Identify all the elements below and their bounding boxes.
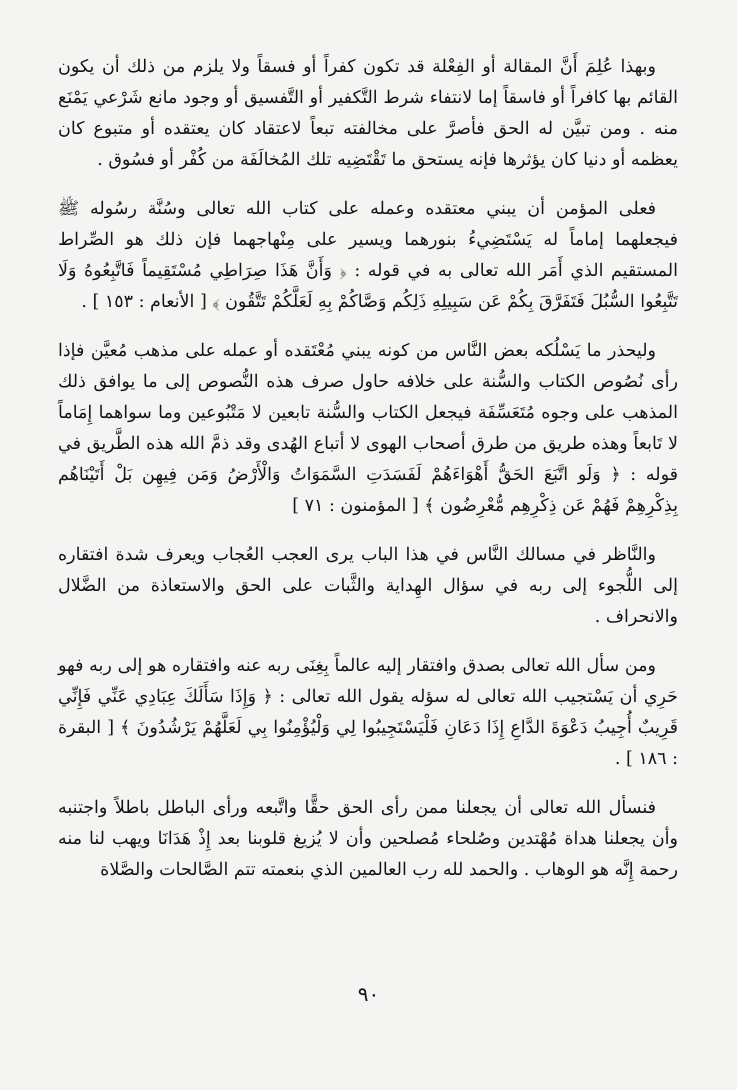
page-number: ٩٠: [357, 982, 380, 1006]
page-body: [58, 52, 678, 886]
paragraph-3: وليحذر ما يَسْلُكه بعض النَّاس من كونه يبني مُعْتَقده أو عمله على مذهب مُعيَّن فإذا رأى نُصُوص الكتاب والسُّنة على خلافه حاول صرف هذه النُّصوص إلى ما يوافق ذلك المذهب على وجوه مُتَعَسِّفَة فيجعل الكتاب والسُّنة تابعين لا مَتْبُوعين وما سواهما إِمَاماً لا تَابعاً وهذه طريق من طرق أصحاب الهوى لا أتباع الهُدى وقد ذمَّ الله هذه الطَّريق في قوله : ﴿ وَلَو اتَّبَعَ الحَقُّ أَهْوَاءَهُمْ لَفَسَدَتِ السَّمَوَاتُ وَالْأَرْضُ وَمَن فِيهِن بَلْ أَتَيْنَاهُم بِذِكْرِهِمْ فَهُمْ عَن ذِكْرِهِم مُّعْرِضُون ﴾ [ المؤمنون : ٧١ ]: [58, 341, 678, 516]
paragraph-2: فعلى المؤمن أن يبني معتقده وعمله على كتاب الله تعالى وسُنَّة رسُوله ﷺ فيجعلهما إماماً له يَسْتَضِيءُ بنورهما ويسير على مِنْهاجهما فإن ذلك هو الصِّراط المستقيم الذي أَمَر الله تعالى به في قوله : ﴿ وَأَنَّ هَذَا صِرَاطِي مُسْتَقِيماً فَاتَّبِعُوهُ وَلَا تَتَّبِعُوا السُّبُلَ فَتَفَرَّقَ بِكُمْ عَن سَبِيلِهِ ذَلِكُم وَصَّاكُمْ بِهِ لَعَلَّكُمْ تَتَّقُون ﴾ [ الأنعام : ١٥٣ ] .: [58, 199, 678, 312]
paragraph-5: ومن سأل الله تعالى بصدق وافتقار إليه عالماً بِغِنَى ربه عنه وافتقاره هو إلى ربه فهو حَرِي أن يَسْتجيب الله تعالى له سؤله يقول الله تعالى : ﴿ وَإِذَا سَأَلَكَ عِبَادِي عَنِّي فَإِنِّي قَرِيبٌ أُجِيبُ دَعْوَةَ الدَّاعِ إِذَا دَعَانِ فَلْيَسْتَجِيبُوا لِي وَلْيُؤْمِنُوا بِي لَعَلَّهُمْ يَرْشُدُونَ ﴾ [ البقرة : ١٨٦ ] .: [58, 656, 678, 769]
paragraph-1: وبهذا عُلِمَ أَنَّ المقالة أو الفِعْلة قد تكون كفراً أو فسقاً ولا يلزم من ذلك أن يكون القائم بها كافراً أو فاسقاً إما لانتفاء شرط التَّكفير أو التَّفسيق أو وجود مانع شَرْعي يَمْنَع منه . ومن تبيَّن له الحق فأصرَّ على مخالفته تبعاً لاعتقاد كان يعتقده أو متبوع كان يعظمه أو دنيا كان يؤثرها فإنه يستحق ما تَقْتَضِيه تلك المُخالَفَة من كُفْر أو فسُوق .: [58, 57, 678, 170]
paragraph-4: والنَّاظر في مسالك النَّاس في هذا الباب يرى العجب العُجاب ويعرف شدة افتقاره إلى اللُّجوء إلى ربه في سؤال الهِداية والثَّبات على الحق والاستعاذة من الضَّلال والانحراف .: [58, 545, 678, 627]
paragraph-6: فنسأل الله تعالى أن يجعلنا ممن رأى الحق حقًّا واتَّبعه ورأى الباطل باطلاً واجتنبه وأن يجعلنا هداة مُهْتدين وصُلحاء مُصلحين وأن لا يُزيغ قلوبنا بعد إِذْ هَدَانَا ويهب لنا منه رحمة إِنَّه هو الوهاب . والحمد لله رب العالمين الذي بنعمته تتم الصَّالحات والصَّلاة: [58, 798, 678, 880]
